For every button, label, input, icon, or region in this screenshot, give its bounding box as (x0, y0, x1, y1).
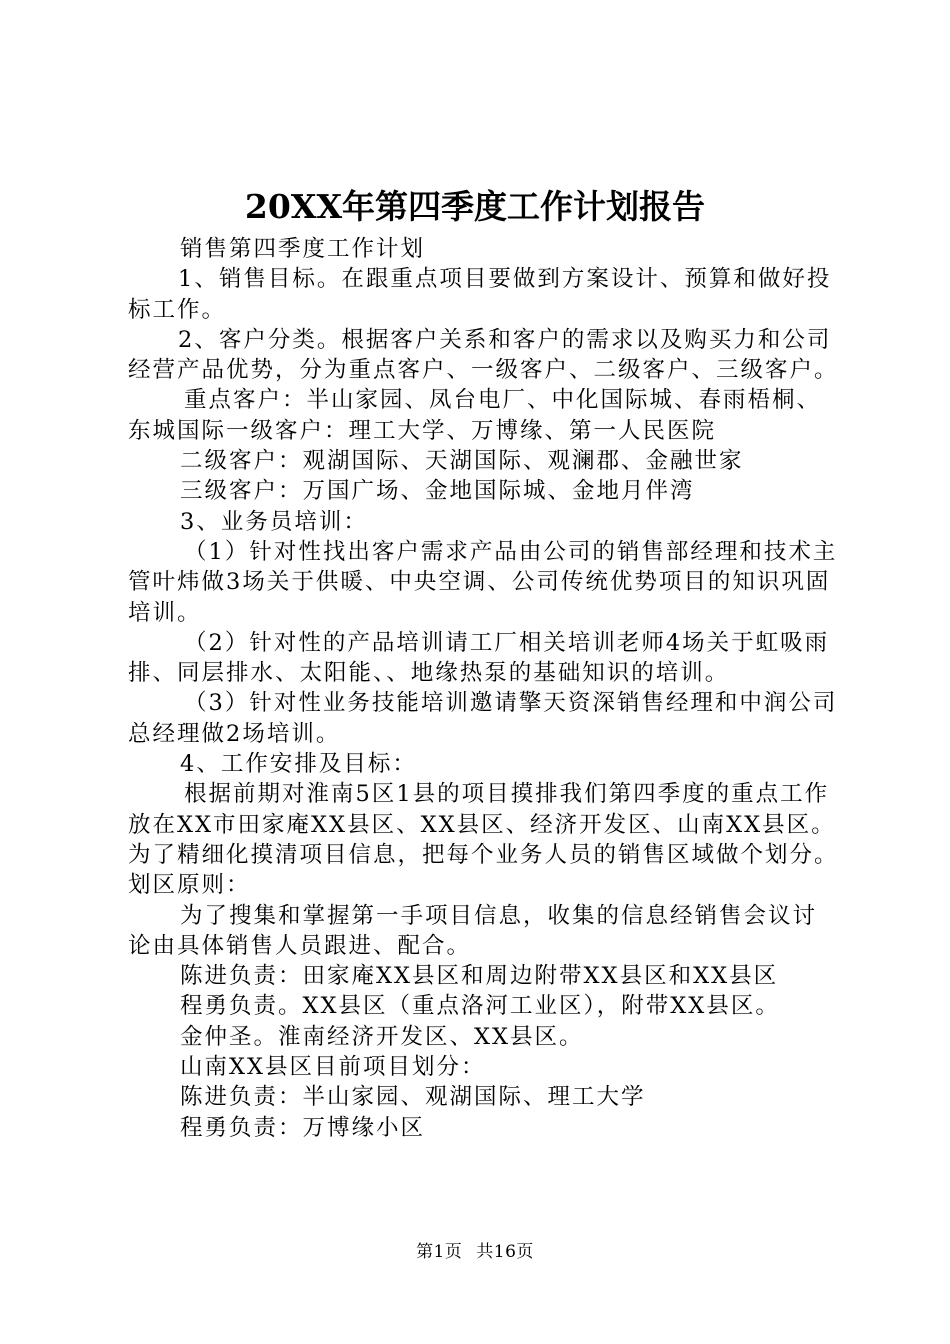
paragraph-training-1: （1）针对性找出客户需求产品由公司的销售部经理和技术主管叶炜做3场关于供暖、中央空调、公司传统优势项目的知识巩固培训。 (128, 538, 838, 626)
paragraph-training-2: （2）针对性的产品培训请工厂相关培训老师4场关于虹吸雨排、同层排水、太阳能、、地缘热泵的基础知识的培训。 (128, 629, 830, 687)
paragraph-level3-customers: 三级客户：万国广场、金地国际城、金地月伴湾 (180, 478, 695, 505)
paragraph-jin-zhongsheng-area: 金仲圣。淮南经济开发区、XX县区。 (180, 1023, 584, 1050)
paragraph-sales-target: 1、销售目标。在跟重点项目要做到方案设计、预算和做好投标工作。 (128, 266, 832, 323)
paragraph-chen-jin-projects: 陈进负责：半山家园、观湖国际、理工大学 (180, 1084, 646, 1111)
paragraph-chen-jin-area: 陈进负责：田家庵XX县区和周边附带XX县区和XX县区 (180, 963, 779, 990)
paragraph-cheng-yong-projects: 程勇负责：万博缘小区 (180, 1114, 426, 1141)
paragraph-work-plan: 根据前期对淮南5区1县的项目摸排我们第四季度的重点工作放在XX市田家庵XX县区、XX县区、经济开发区、山南XX县区。为了精细化摸清项目信息，把每个业务人员的销售区域做个划分。划区原则： (128, 781, 839, 899)
paragraph-cheng-yong-area: 程勇负责。XX县区（重点洛河工业区），附带XX县区。 (180, 993, 780, 1020)
paragraph-key-customers: 重点客户：半山家园、凤台电厂、中化国际城、春雨梧桐、东城国际一级客户：理工大学、万博缘、第一人民医院 (128, 387, 822, 444)
paragraph-heading: 销售第四季度工作计划 (180, 236, 426, 262)
paragraph-training-3: （3）针对性业务技能培训邀请擎天资深销售经理和中润公司总经理做2场培训。 (128, 690, 838, 747)
page-footer (0, 1240, 950, 1264)
paragraph-work-plan-heading: 4、工作安排及目标： (180, 751, 417, 778)
page-total: 共16页 (476, 1242, 534, 1262)
document-body (128, 234, 840, 1143)
page-number: 第1页 (416, 1242, 463, 1262)
paragraph-customer-categories: 2、客户分类。根据客户关系和客户的需求以及购买力和公司经营产品优势，分为重点客户、一级客户、二级客户、三级客户。 (128, 326, 839, 384)
paragraph-training-heading: 3、业务员培训： (180, 508, 368, 535)
document-title: 20XX年第四季度工作计划报告 (244, 187, 706, 226)
paragraph-shannan-division: 山南XX县区目前项目划分： (180, 1054, 486, 1081)
paragraph-info-collection: 为了搜集和掌握第一手项目信息，收集的信息经销售会议讨论由具体销售人员跟进、配合。 (128, 902, 818, 959)
paragraph-level2-customers: 二级客户：观湖国际、天湖国际、观澜郡、金融世家 (180, 448, 744, 475)
